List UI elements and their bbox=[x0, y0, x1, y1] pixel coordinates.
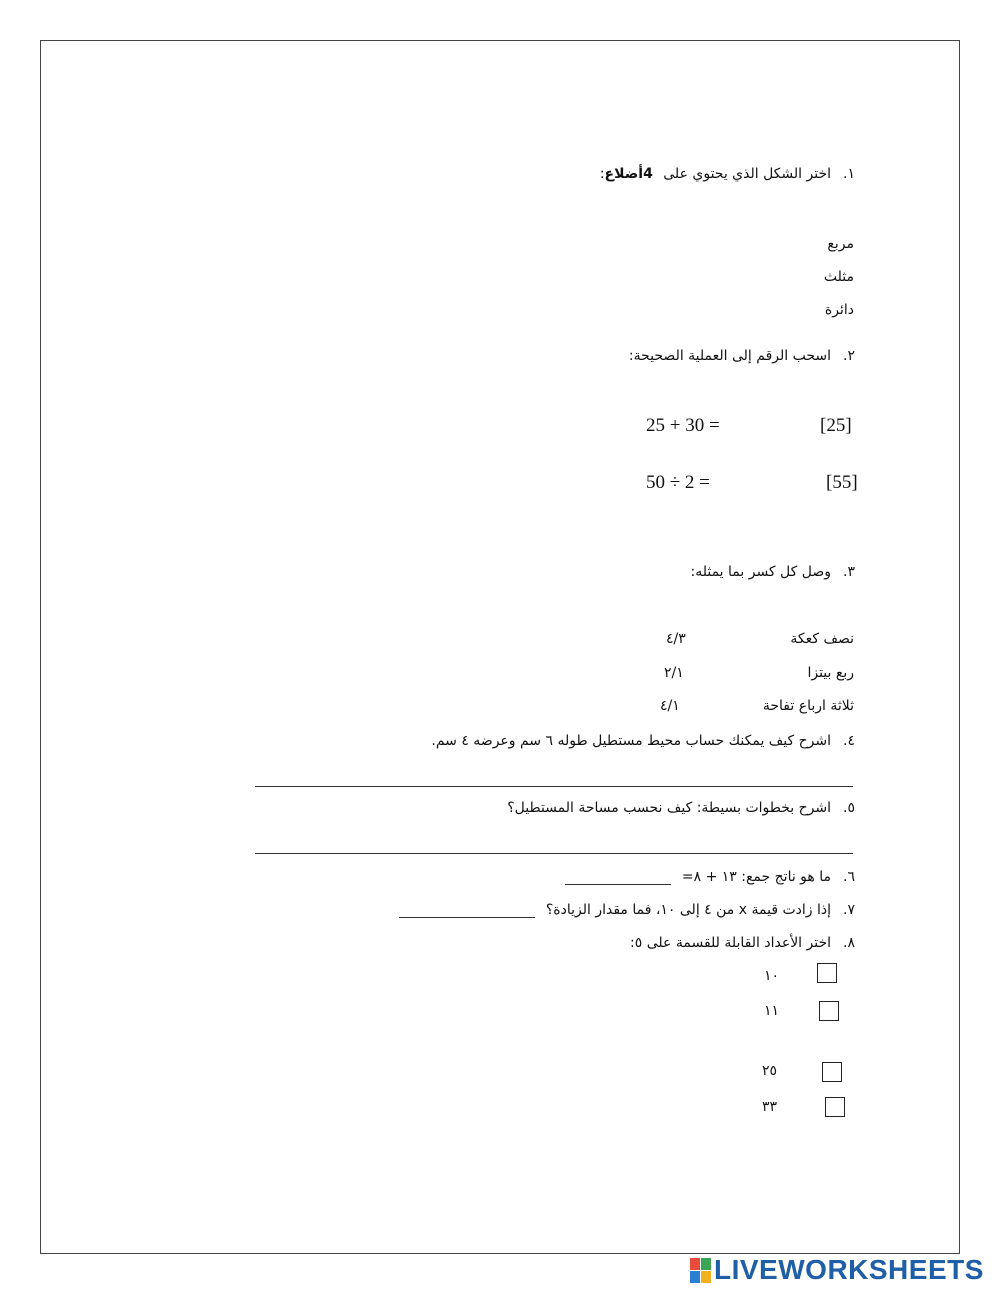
q8-option-label-2: ١١ bbox=[764, 1003, 780, 1019]
q8-option-label-1: ١٠ bbox=[764, 968, 780, 984]
question-3 bbox=[690, 564, 855, 580]
q6-answer-blank[interactable] bbox=[565, 870, 671, 885]
q4-answer-line[interactable] bbox=[255, 786, 853, 787]
question-text: اختر الشكل الذي يحتوي على bbox=[663, 166, 832, 182]
question-number: ٥. bbox=[843, 800, 855, 816]
question-2 bbox=[629, 348, 855, 364]
logo-text: LIVEWORKSHEETS bbox=[714, 1254, 984, 1285]
q3-match-left-1[interactable]: نصف كعكة bbox=[790, 631, 854, 647]
question-text: اشرح كيف يمكنك حساب محيط مستطيل طوله ٦ سم وعرضه ٤ سم. bbox=[431, 733, 832, 749]
question-number: ٣. bbox=[843, 564, 855, 580]
q5-answer-line[interactable] bbox=[255, 853, 853, 854]
question-bold-count: 4 bbox=[643, 166, 653, 182]
q2-drag-item-1[interactable]: [25] bbox=[820, 415, 852, 436]
question-4 bbox=[431, 733, 855, 749]
q3-match-right-3[interactable]: ٤/١ bbox=[660, 698, 680, 714]
question-colon: : bbox=[599, 166, 605, 182]
question-text: اختر الأعداد القابلة للقسمة على ٥: bbox=[630, 935, 832, 951]
question-5 bbox=[507, 800, 855, 816]
question-number: ٢. bbox=[843, 348, 855, 364]
question-text: وصل كل كسر بما يمثله: bbox=[690, 564, 832, 580]
question-number: ١. bbox=[843, 166, 855, 182]
q2-expression-2: 50 ÷ 2 = bbox=[646, 472, 710, 493]
question-number: ٨. bbox=[843, 935, 855, 951]
q1-option-triangle[interactable]: مثلث bbox=[823, 269, 854, 285]
q8-checkbox-3[interactable] bbox=[822, 1062, 842, 1082]
liveworksheets-logo bbox=[690, 1254, 984, 1286]
q2-drag-item-2[interactable]: [55] bbox=[826, 472, 858, 493]
q3-match-right-1[interactable]: ٤/٣ bbox=[666, 631, 686, 647]
question-1 bbox=[600, 166, 855, 182]
q3-match-left-3[interactable]: ثلاثة ارباع تفاحة bbox=[762, 698, 854, 714]
question-text: إذا زادت قيمة x من ٤ إلى ١٠، فما مقدار الزيادة؟ bbox=[545, 902, 832, 918]
question-6 bbox=[565, 869, 855, 885]
q1-option-square[interactable]: مربع bbox=[827, 236, 854, 252]
question-8 bbox=[630, 935, 855, 951]
question-number: ٧. bbox=[843, 902, 855, 918]
q8-checkbox-2[interactable] bbox=[819, 1001, 839, 1021]
question-bold-word: أضلاع bbox=[604, 166, 644, 182]
logo-mark-icon bbox=[690, 1258, 711, 1283]
q1-option-circle[interactable]: دائرة bbox=[824, 302, 854, 318]
q8-checkbox-1[interactable] bbox=[817, 963, 837, 983]
question-text: اشرح بخطوات بسيطة: كيف نحسب مساحة المستطيل؟ bbox=[507, 800, 832, 816]
question-number: ٦. bbox=[843, 869, 855, 885]
question-number: ٤. bbox=[843, 733, 855, 749]
q8-option-label-4: ٣٣ bbox=[762, 1099, 778, 1115]
q8-option-label-3: ٢٥ bbox=[762, 1063, 778, 1079]
question-text: اسحب الرقم إلى العملية الصحيحة: bbox=[628, 348, 832, 364]
question-7 bbox=[399, 902, 855, 918]
q7-answer-blank[interactable] bbox=[399, 903, 535, 918]
q2-expression-1: 25 + 30 = bbox=[646, 415, 720, 436]
q8-checkbox-4[interactable] bbox=[825, 1097, 845, 1117]
q3-match-right-2[interactable]: ٢/١ bbox=[664, 665, 684, 681]
q3-match-left-2[interactable]: ربع بيتزا bbox=[807, 665, 854, 681]
question-text: ما هو ناتج جمع: ١٣ + ٨= bbox=[681, 869, 832, 885]
